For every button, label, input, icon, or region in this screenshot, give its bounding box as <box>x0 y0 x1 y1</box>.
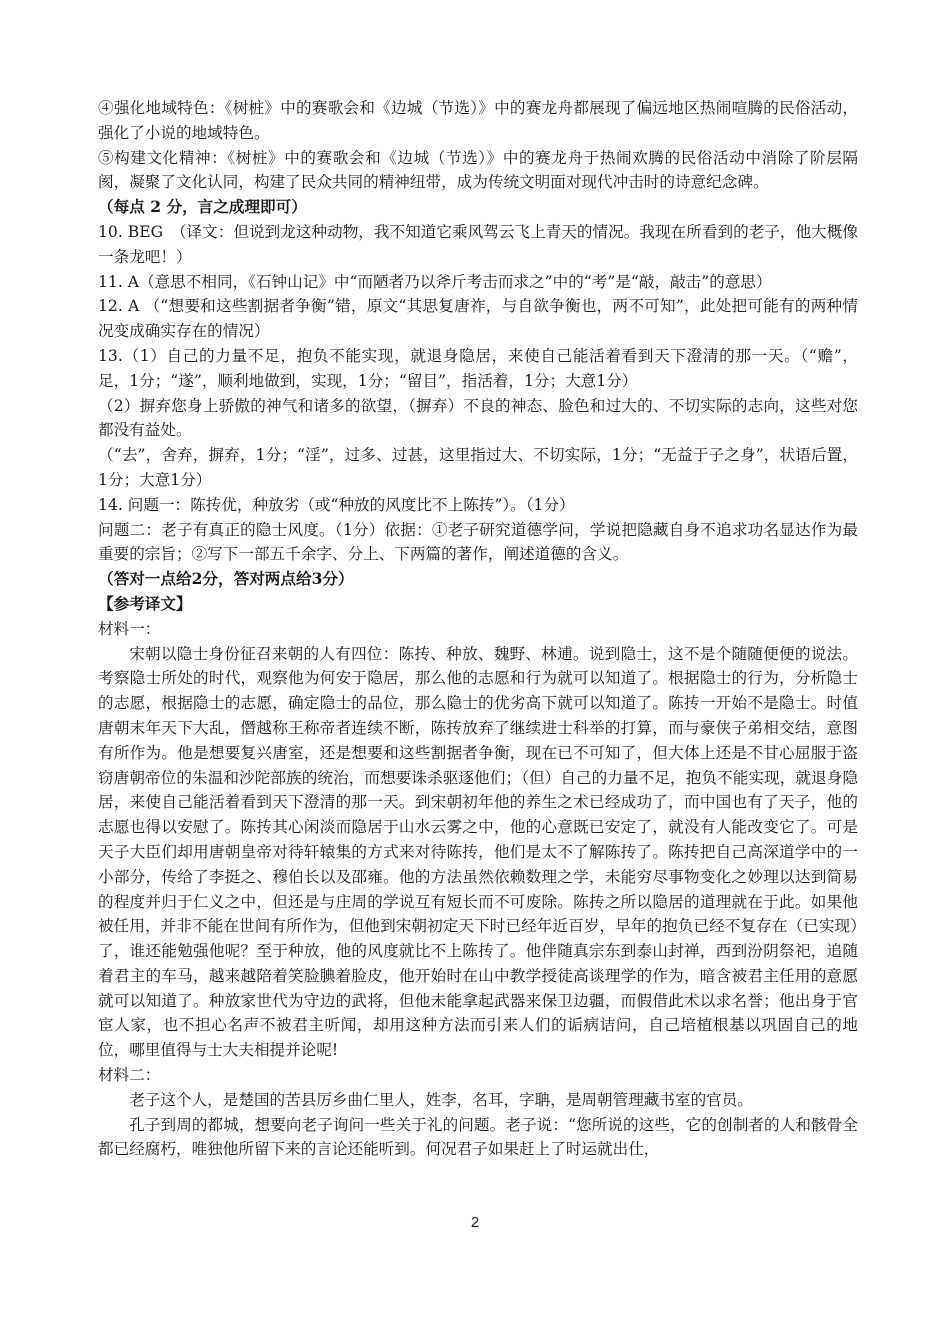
paragraph: 老子这个人，是楚国的苦县厉乡曲仁里人，姓李，名耳，字聃，是周朝管理藏书室的官员。 <box>129 1090 753 1109</box>
paragraph: 材料一： <box>98 619 161 638</box>
paragraph: ④强化地域特色：《树桩》中的赛歌会和《边城（节选）》中的赛龙舟都展现了偏远地区热闹喧腾的民俗活动，强化了小说的地域特色。 <box>98 99 858 142</box>
paragraph: 12. A （“想要和这些割据者争衡”错，原文“其思复唐祚，与自欲争衡也，两不可知”，此处把可能有的两种情况变成确实存在的情况） <box>98 297 858 341</box>
paragraph: 13.（1）自己的力量不足，抱负不能实现，就退身隐居，来使自己能活着看到天下澄清的那一天。（“赡”，足，1分；“遂”，顺利地做到，实现，1分；“留目”，指活着，1分；大意1分） <box>98 346 858 390</box>
paragraph: 材料二： <box>98 1066 161 1085</box>
paragraph: 10. BEG （译文：但说到龙这种动物，我不知道它乘风驾云飞上青天的情况。我现在所看到的老子，他大概像一条龙吧！） <box>98 222 858 266</box>
document-body <box>98 96 858 1162</box>
paragraph: 宋朝以隐士身份征召来朝的人有四位：陈抟、种放、魏野、林逋。说到隐士，这不是个随随便便的说法。考察隐士所处的时代，观察他为何安于隐居，那么他的志愿和行为就可以知道了。根据隐士的行为，分析隐士的志愿，根据隐士的志愿，确定隐士的品位，那么隐士的优劣高下就可以知道了。陈抟一开始不是隐士。时值唐朝末年天下大乱，僭越称王称帝者连续不断，陈抟放弃了继续进士科举的打算，而与豪侠子弟相交结，意图有所作为。他是想要复兴唐室，还是想要和这些割据者争衡，现在已不可知了，但大体上还是不甘心屈服于盗窃唐朝帝位的朱温和沙陀部族的统治，而想要诛杀驱逐他们；（但）自己的力量不足，抱负不能实现，就退身隐居，来使自己能活着看到天下澄清的那一天。到宋朝初年他的养生之术已经成功了，而中国也有了天子，他的志愿也得以安慰了。陈抟其心闲淡而隐居于山水云雾之中，他的心意既已安定了，就没有人能改变它了。可是天子大臣们却用唐朝皇帝对待轩辕集的方式来对待陈抟，他们是太不了解陈抟了。陈抟把自己高深道学中的一小部分，传给了李挺之、穆伯长以及邵雍。他的方法虽然依赖数理之学，未能穷尽事物变化之妙理以达到简易的程度并归于仁义之中，但还是与庄周的学说互有短长而不可废除。陈抟之所以隐居的道理就在于此。如果他被任用，并非不能在世间有所作为，但他到宋朝初定天下时已经年近百岁，早年的抱负已经不复存在（已实现）了，谁还能勉强他呢？至于种放，他的风度就比不上陈抟了。他伴随真宗东到泰山封禅，西到汾阴祭祀，追随着君主的车马，越来越陪着笑脸腆着脸皮，他开始时在山中教学授徒高谈理学的作为，暗含被君主任用的意愿就可以知道了。种放家世代为守边的武将，但他未能拿起武器来保卫边疆，而假借此术以求名誉；他出身于官宦人家，也不担心名声不被君主听闻，却用这种方法而引来人们的诟病诘问，自己培植根基以巩固自己的地位，哪里值得与士大夫相提并论呢! <box>98 644 858 1060</box>
paragraph: （2）摒弃您身上骄傲的神气和诸多的欲望，（摒弃）不良的神态、脸色和过大的、不切实际的志向，这些对您都没有益处。 <box>98 396 858 440</box>
paragraph: 问题二：老子有真正的隐士风度。（1分）依据：①老子研究道德学问，学说把隐藏自身不追求功名显达作为最重要的宗旨；②写下一部五千余字、分上、下两篇的著作，阐述道德的含义。 <box>98 520 858 564</box>
page-number: 2 <box>470 1214 480 1231</box>
paragraph: 11. A（意思不相同，《石钟山记》中“而陋者乃以斧斤考击而求之”中的“考”是“敲，敲击”的意思） <box>98 272 772 291</box>
paragraph: （每点 2 分，言之成理即可） <box>98 197 307 217</box>
paragraph: ⑤构建文化精神：《树桩》中的赛歌会和《边城（节选）》中的赛龙舟于热闹欢腾的民俗活动中消除了阶层隔阂，凝聚了文化认同，构建了民众共同的精神纽带，成为传统文明面对现代冲击时的诗意纪念碑。 <box>98 148 858 192</box>
paragraph: 【参考译文】 <box>98 593 192 613</box>
paragraph: （“去”，舍弃，摒弃，1分；“淫”，过多、过甚，这里指过大、不切实际，1分；“无益于子之身”，状语后置，1分；大意1分） <box>98 446 858 489</box>
paragraph: 孔子到周的都城，想要向老子询问一些关于礼的问题。老子说：“您所说的这些，它的创制者的人和骸骨全都已经腐朽，唯独他所留下来的言论还能听到。何况君子如果赶上了时运就出仕， <box>98 1115 858 1159</box>
paragraph: （答对一点给2分，答对两点给3分） <box>98 569 354 589</box>
paragraph: 14. 问题一：陈抟优，种放劣（或“种放的风度比不上陈抟”）。（1分） <box>98 495 575 514</box>
